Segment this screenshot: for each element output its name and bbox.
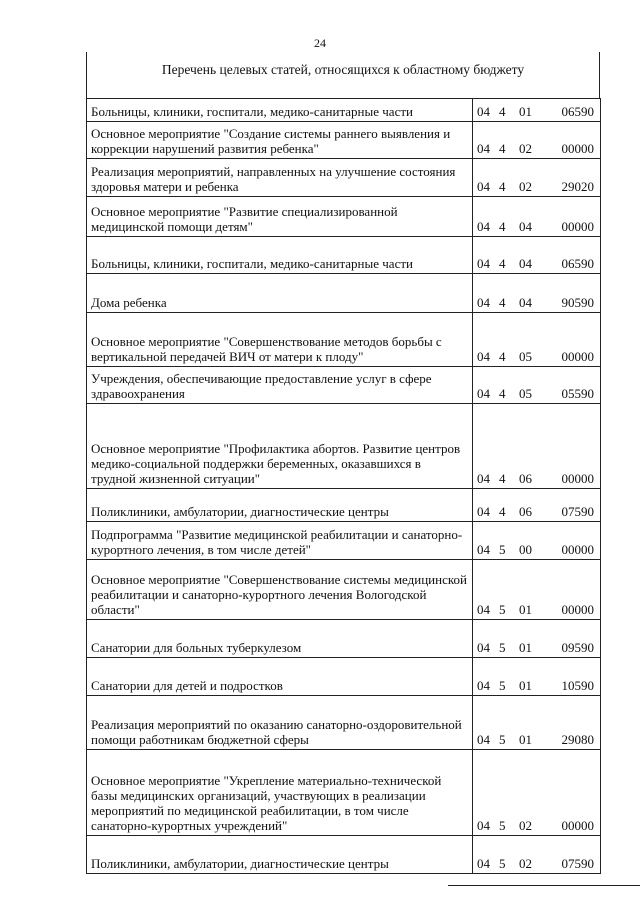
code-part-4: 07590 xyxy=(561,504,594,519)
code-part-3: 01 xyxy=(519,640,532,655)
code-part-2: 5 xyxy=(499,678,506,693)
item-name: Основное мероприятие "Развитие специализированной медицинской помощи детям" xyxy=(87,197,473,237)
code-part-4: 06590 xyxy=(561,256,594,271)
code-part-2: 4 xyxy=(499,386,506,401)
code-part-3: 02 xyxy=(519,141,532,156)
code-part-2: 5 xyxy=(499,732,506,747)
code-part-3: 05 xyxy=(519,349,532,364)
code-part-1: 04 xyxy=(477,678,490,693)
table-row xyxy=(87,522,601,560)
code-part-4: 00000 xyxy=(561,471,594,486)
item-name: Подпрограмма "Развитие медицинской реабилитации и санаторно-курортного лечения, в том числе детей" xyxy=(87,522,473,560)
code-part-3: 01 xyxy=(519,104,532,119)
code-part-1: 04 xyxy=(477,856,490,871)
code-part-4: 00000 xyxy=(561,542,594,557)
item-name: Дома ребенка xyxy=(87,274,473,313)
code-part-4: 90590 xyxy=(561,295,594,310)
item-name: Основное мероприятие "Совершенствование методов борьбы с вертикальной передачей ВИЧ от матери к плоду" xyxy=(87,313,473,367)
item-name: Больницы, клиники, госпитали, медико-санитарные части xyxy=(87,99,473,122)
code-part-2: 4 xyxy=(499,141,506,156)
item-name: Санатории для больных туберкулезом xyxy=(87,620,473,658)
code-part-2: 4 xyxy=(499,104,506,119)
code-part-4: 05590 xyxy=(561,386,594,401)
code-part-1: 04 xyxy=(477,818,490,833)
code-part-3: 04 xyxy=(519,256,532,271)
table-row xyxy=(87,274,601,313)
item-code xyxy=(473,122,601,159)
code-part-1: 04 xyxy=(477,219,490,234)
code-part-4: 10590 xyxy=(561,678,594,693)
item-code xyxy=(473,489,601,522)
code-part-1: 04 xyxy=(477,471,490,486)
item-name: Реализация мероприятий по оказанию санаторно-оздоровительной помощи работникам бюджетной сферы xyxy=(87,696,473,750)
item-code xyxy=(473,404,601,489)
item-code xyxy=(473,159,601,197)
item-code xyxy=(473,658,601,696)
item-name: Реализация мероприятий, направленных на улучшение состояния здоровья матери и ребенка xyxy=(87,159,473,197)
code-part-1: 04 xyxy=(477,640,490,655)
table-row xyxy=(87,197,601,237)
code-part-4: 29080 xyxy=(561,732,594,747)
code-part-4: 00000 xyxy=(561,818,594,833)
code-part-1: 04 xyxy=(477,542,490,557)
code-part-1: 04 xyxy=(477,179,490,194)
item-code xyxy=(473,560,601,620)
item-name: Больницы, клиники, госпитали, медико-санитарные части xyxy=(87,237,473,274)
item-code xyxy=(473,836,601,874)
table-row xyxy=(87,658,601,696)
code-part-1: 04 xyxy=(477,104,490,119)
item-code xyxy=(473,237,601,274)
code-part-2: 4 xyxy=(499,219,506,234)
table-row xyxy=(87,750,601,836)
code-part-1: 04 xyxy=(477,295,490,310)
code-part-1: 04 xyxy=(477,504,490,519)
item-code xyxy=(473,522,601,560)
code-part-4: 00000 xyxy=(561,141,594,156)
code-part-3: 00 xyxy=(519,542,532,557)
code-part-3: 01 xyxy=(519,732,532,747)
table-header xyxy=(86,52,600,99)
table-row xyxy=(87,159,601,197)
code-part-4: 07590 xyxy=(561,856,594,871)
item-name: Санатории для детей и подростков xyxy=(87,658,473,696)
item-code xyxy=(473,696,601,750)
code-part-2: 5 xyxy=(499,818,506,833)
footer-rule xyxy=(448,885,640,886)
code-part-2: 4 xyxy=(499,471,506,486)
code-part-3: 06 xyxy=(519,504,532,519)
item-code xyxy=(473,367,601,404)
code-part-1: 04 xyxy=(477,256,490,271)
code-part-2: 5 xyxy=(499,640,506,655)
item-name: Основное мероприятие "Совершенствование системы медицинской реабилитации и санаторно-курортного лечения Вологодской области" xyxy=(87,560,473,620)
code-part-2: 4 xyxy=(499,349,506,364)
item-code xyxy=(473,620,601,658)
code-part-4: 00000 xyxy=(561,219,594,234)
code-part-4: 29020 xyxy=(561,179,594,194)
table-title: Перечень целевых статей, относящихся к областному бюджету xyxy=(161,62,525,77)
table-row xyxy=(87,313,601,367)
code-part-3: 02 xyxy=(519,179,532,194)
code-part-2: 4 xyxy=(499,256,506,271)
code-part-3: 04 xyxy=(519,219,532,234)
code-part-4: 00000 xyxy=(561,349,594,364)
code-part-3: 04 xyxy=(519,295,532,310)
code-part-4: 09590 xyxy=(561,640,594,655)
code-part-3: 06 xyxy=(519,471,532,486)
code-part-2: 4 xyxy=(499,295,506,310)
item-code xyxy=(473,99,601,122)
table-row xyxy=(87,99,601,122)
code-part-1: 04 xyxy=(477,602,490,617)
code-part-2: 5 xyxy=(499,602,506,617)
code-part-4: 00000 xyxy=(561,602,594,617)
code-part-2: 4 xyxy=(499,179,506,194)
code-part-2: 5 xyxy=(499,542,506,557)
table-row xyxy=(87,122,601,159)
item-name: Основное мероприятие "Укрепление материально-технической базы медицинских организаций, участвующих в реализации мероприятий по медицинской реабилитации, в том числе санаторно-курортных учреждений" xyxy=(87,750,473,836)
code-part-1: 04 xyxy=(477,732,490,747)
table-row xyxy=(87,696,601,750)
code-part-3: 02 xyxy=(519,818,532,833)
table-row xyxy=(87,836,601,874)
code-part-3: 05 xyxy=(519,386,532,401)
code-part-1: 04 xyxy=(477,141,490,156)
code-part-3: 02 xyxy=(519,856,532,871)
table-row xyxy=(87,489,601,522)
item-name: Основное мероприятие "Создание системы раннего выявления и коррекции нарушений развития ребенка" xyxy=(87,122,473,159)
item-name: Основное мероприятие "Профилактика абортов. Развитие центров медико-социальной поддержки беременных, оказавшихся в трудной жизненной ситуации" xyxy=(87,404,473,489)
code-part-1: 04 xyxy=(477,386,490,401)
table-row xyxy=(87,560,601,620)
page-number: 24 xyxy=(314,36,326,50)
code-part-3: 01 xyxy=(519,678,532,693)
item-code xyxy=(473,750,601,836)
table-row xyxy=(87,367,601,404)
item-code xyxy=(473,197,601,237)
table-row xyxy=(87,404,601,489)
code-part-2: 4 xyxy=(499,504,506,519)
table-row xyxy=(87,237,601,274)
table-row xyxy=(87,620,601,658)
target-items-table xyxy=(86,98,601,874)
item-code xyxy=(473,274,601,313)
item-code xyxy=(473,313,601,367)
item-name: Учреждения, обеспечивающие предоставление услуг в сфере здравоохранения xyxy=(87,367,473,404)
item-name: Поликлиники, амбулатории, диагностические центры xyxy=(87,489,473,522)
code-part-3: 01 xyxy=(519,602,532,617)
code-part-1: 04 xyxy=(477,349,490,364)
code-part-2: 5 xyxy=(499,856,506,871)
code-part-4: 06590 xyxy=(561,104,594,119)
item-name: Поликлиники, амбулатории, диагностические центры xyxy=(87,836,473,874)
